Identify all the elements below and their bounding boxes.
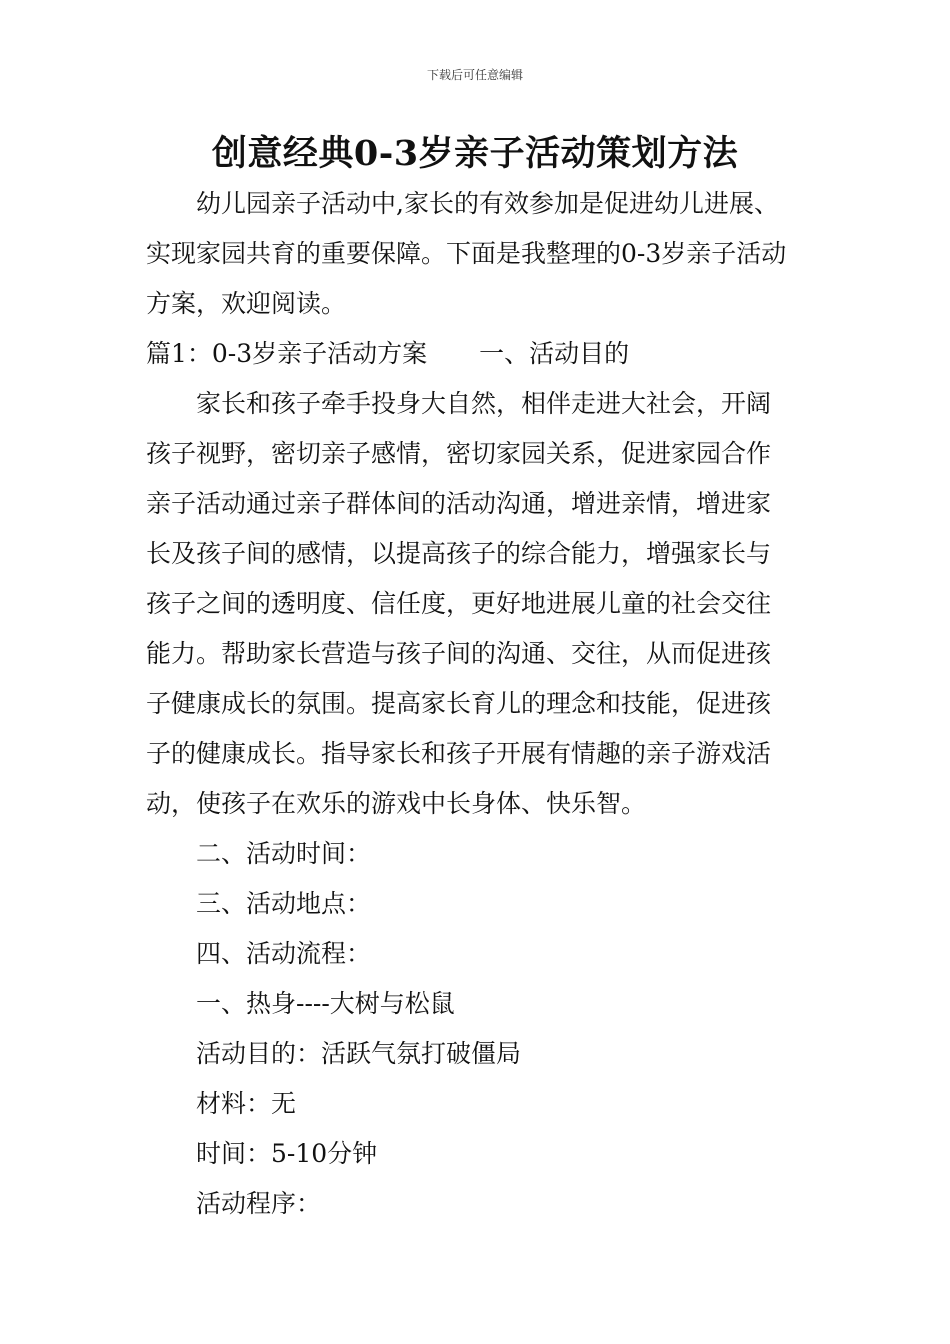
purpose-line: 孩子视野，密切亲子感情，密切家园关系，促进家园合作 xyxy=(146,439,772,468)
intro-line: 幼儿园亲子活动中,家长的有效参加是促进幼儿进展、 xyxy=(196,189,779,218)
purpose-line: 家长和孩子牵手投身大自然，相伴走进大社会，开阔 xyxy=(196,389,772,418)
section-heading xyxy=(0,334,950,370)
intro-line: 实现家园共育的重要保障。下面是我整理的0-3岁亲子活动 xyxy=(146,239,787,268)
warmup-procedure: 活动程序： xyxy=(196,1189,322,1218)
purpose-line: 孩子之间的透明度、信任度，更好地进展儿童的社会交往 xyxy=(146,589,772,618)
purpose-line: 能力。帮助家长营造与孩子间的沟通、交往，从而促进孩 xyxy=(146,639,772,668)
purpose-line: 长及孩子间的感情，以提高孩子的综合能力，增强家长与 xyxy=(146,539,772,568)
purpose-line: 子的健康成长。指导家长和孩子开展有情趣的亲子游戏活 xyxy=(146,739,772,768)
warmup-heading: 一、热身----大树与松鼠 xyxy=(196,989,455,1018)
activity-time-item: 二、活动时间： xyxy=(196,839,372,868)
activity-location-item: 三、活动地点： xyxy=(196,889,372,918)
section-heading-subtitle: 一、活动目的 xyxy=(479,339,630,368)
document-title: 创意经典0-3岁亲子活动策划方法 xyxy=(211,133,739,174)
activity-process-item: 四、活动流程： xyxy=(196,939,372,968)
section-heading-part: 篇1：0-3岁亲子活动方案 xyxy=(146,339,428,368)
warmup-materials: 材料：无 xyxy=(196,1089,297,1118)
purpose-line: 亲子活动通过亲子群体间的活动沟通，增进亲情，增进家 xyxy=(146,489,772,518)
warmup-purpose: 活动目的：活跃气氛打破僵局 xyxy=(196,1039,522,1068)
header-note: 下载后可任意编辑 xyxy=(426,68,523,82)
purpose-line: 子健康成长的氛围。提高家长育儿的理念和技能，促进孩 xyxy=(146,689,772,718)
warmup-duration: 时间：5-10分钟 xyxy=(196,1139,378,1168)
purpose-line: 动，使孩子在欢乐的游戏中长身体、快乐智。 xyxy=(146,789,647,818)
intro-line: 方案，欢迎阅读。 xyxy=(146,289,347,318)
